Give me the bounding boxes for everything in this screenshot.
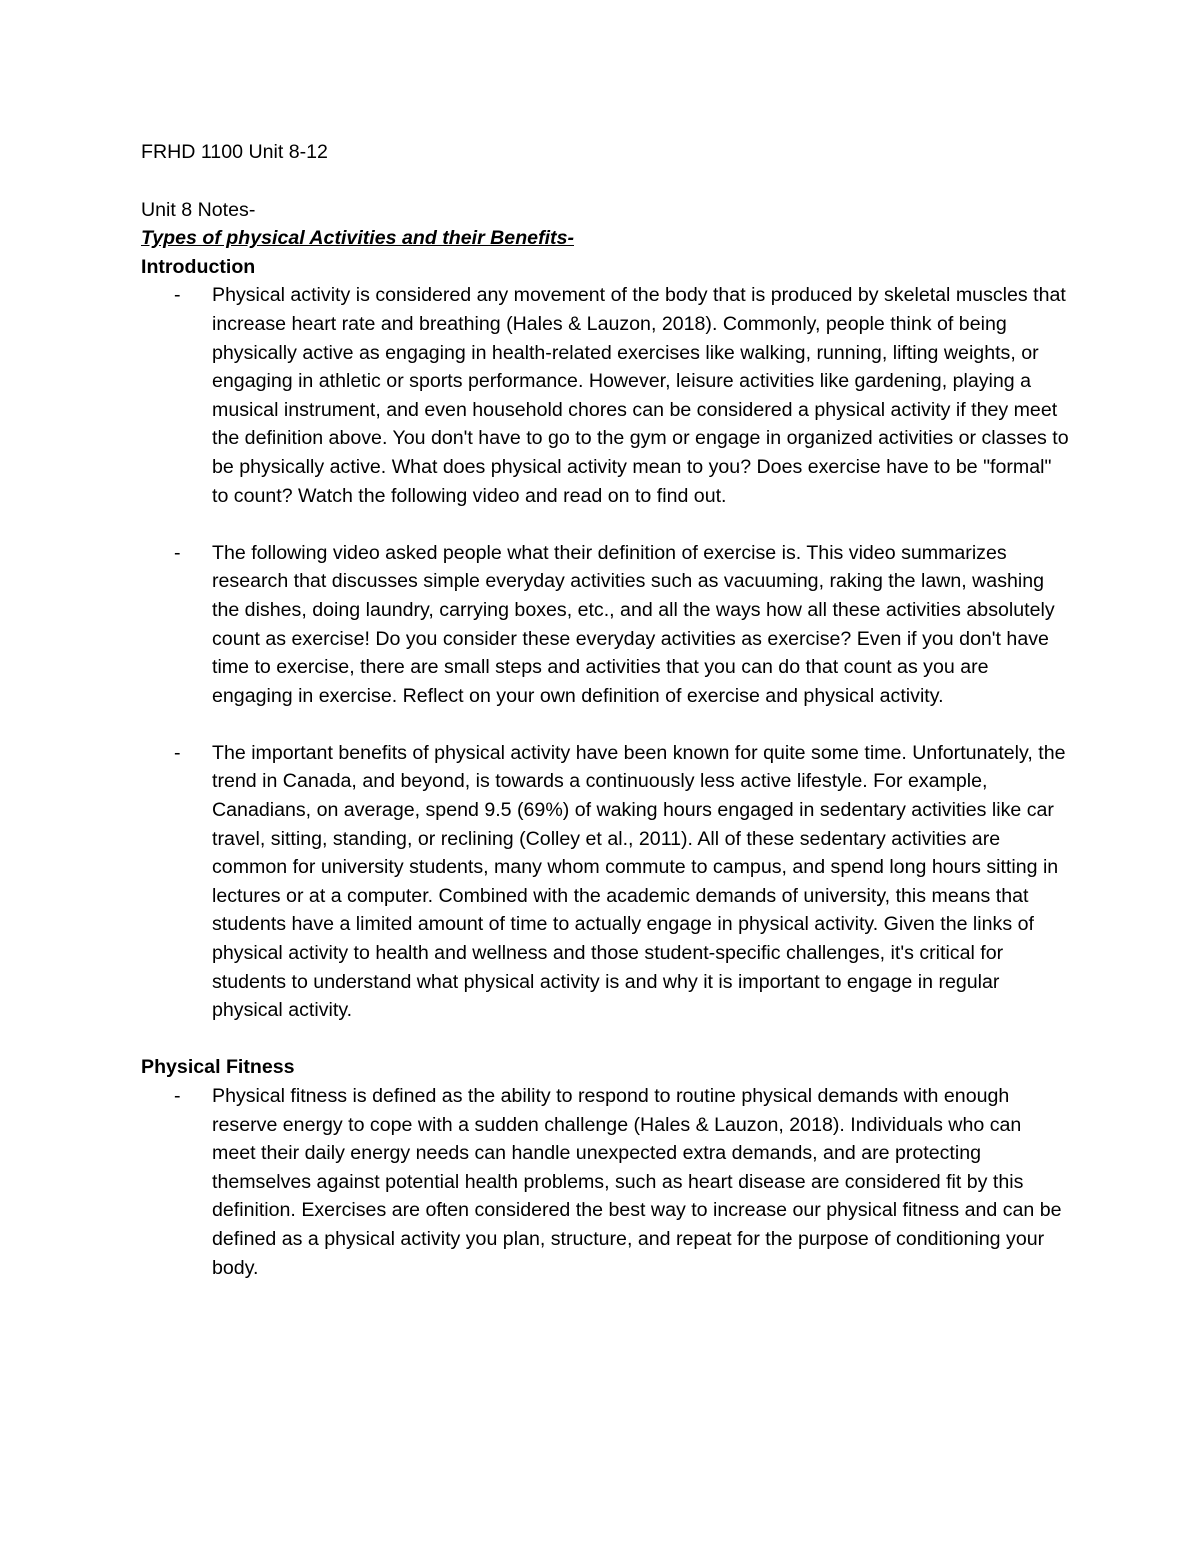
section-heading: Types of physical Activities and their Benefits-	[141, 227, 574, 250]
bullet-dash: -	[174, 1085, 181, 1107]
document-title: FRHD 1100 Unit 8-12	[141, 141, 328, 163]
bullet-text: The following video asked people what their definition of exercise is. This video summarizes research that discusses simple everyday activities such as vacuuming, raking the lawn, washing the dishes, doing laundry, carrying boxes, etc., and all the ways how all these activities absolutely count as exercise! Do you consider these everyday activities as exercise? Even if you don't have time to exercise, there are small steps and activities that you can do that count as you are engaging in exercise. Reflect on your own definition of exercise and physical activity.	[212, 541, 1055, 707]
bullet-text: Physical activity is considered any movement of the body that is produced by skeletal muscles that increase heart rate and breathing (Hales & Lauzon, 2018). Commonly, people think of being physically active as engaging in health-related exercises like walking, running, lifting weights, or engaging in athletic or sports performance. However, leisure activities like gardening, playing a musical instrument, and even household chores can be considered a physical activity if they meet the definition above. You don't have to go to the gym or engage in organized activities or classes to be physically active. What does physical activity mean to you? Does exercise have to be "formal" to count? Watch the following video and read on to find out.	[212, 284, 1069, 507]
introduction-bullet-list	[141, 281, 1070, 1024]
list-item	[141, 281, 1070, 510]
bullet-dash: -	[174, 284, 181, 307]
physical-fitness-bullet-list	[141, 1082, 1070, 1282]
unit-label: Unit 8 Notes-	[141, 198, 256, 221]
list-item	[141, 739, 1070, 1025]
bullet-text: Physical fitness is defined as the ability to respond to routine physical demands with enough reserve energy to cope with a sudden challenge (Hales & Lauzon, 2018). Individuals who can meet their daily energy needs can handle unexpected extra demands, and are protecting themselves against potential health problems, such as heart disease are considered fit by this definition. Exercises are often considered the best way to increase our physical fitness and can be defined as a physical activity you plan, structure, and repeat for the purpose of conditioning your body.	[212, 1085, 1062, 1279]
bullet-text: The important benefits of physical activity have been known for quite some time. Unfortunately, the trend in Canada, and beyond, is towards a continuously less active lifestyle. For example, Canadians, on average, spend 9.5 (69%) of waking hours engaged in sedentary activities like car travel, sitting, standing, or reclining (Colley et al., 2011). All of these sedentary activities are common for university students, many whom commute to campus, and spend long hours sitting in lectures or at a computer. Combined with the academic demands of university, this means that students have a limited amount of time to actually engage in physical activity. Given the links of physical activity to health and wellness and those student-specific challenges, it's critical for students to understand what physical activity is and why it is important to engage in regular physical activity.	[212, 741, 1066, 1022]
bullet-dash: -	[174, 541, 181, 564]
subsection-heading-introduction: Introduction	[141, 255, 256, 278]
subsection-heading-physical-fitness: Physical Fitness	[141, 1056, 295, 1079]
list-item	[141, 1082, 1070, 1282]
list-item	[141, 539, 1070, 711]
bullet-dash: -	[174, 741, 181, 764]
